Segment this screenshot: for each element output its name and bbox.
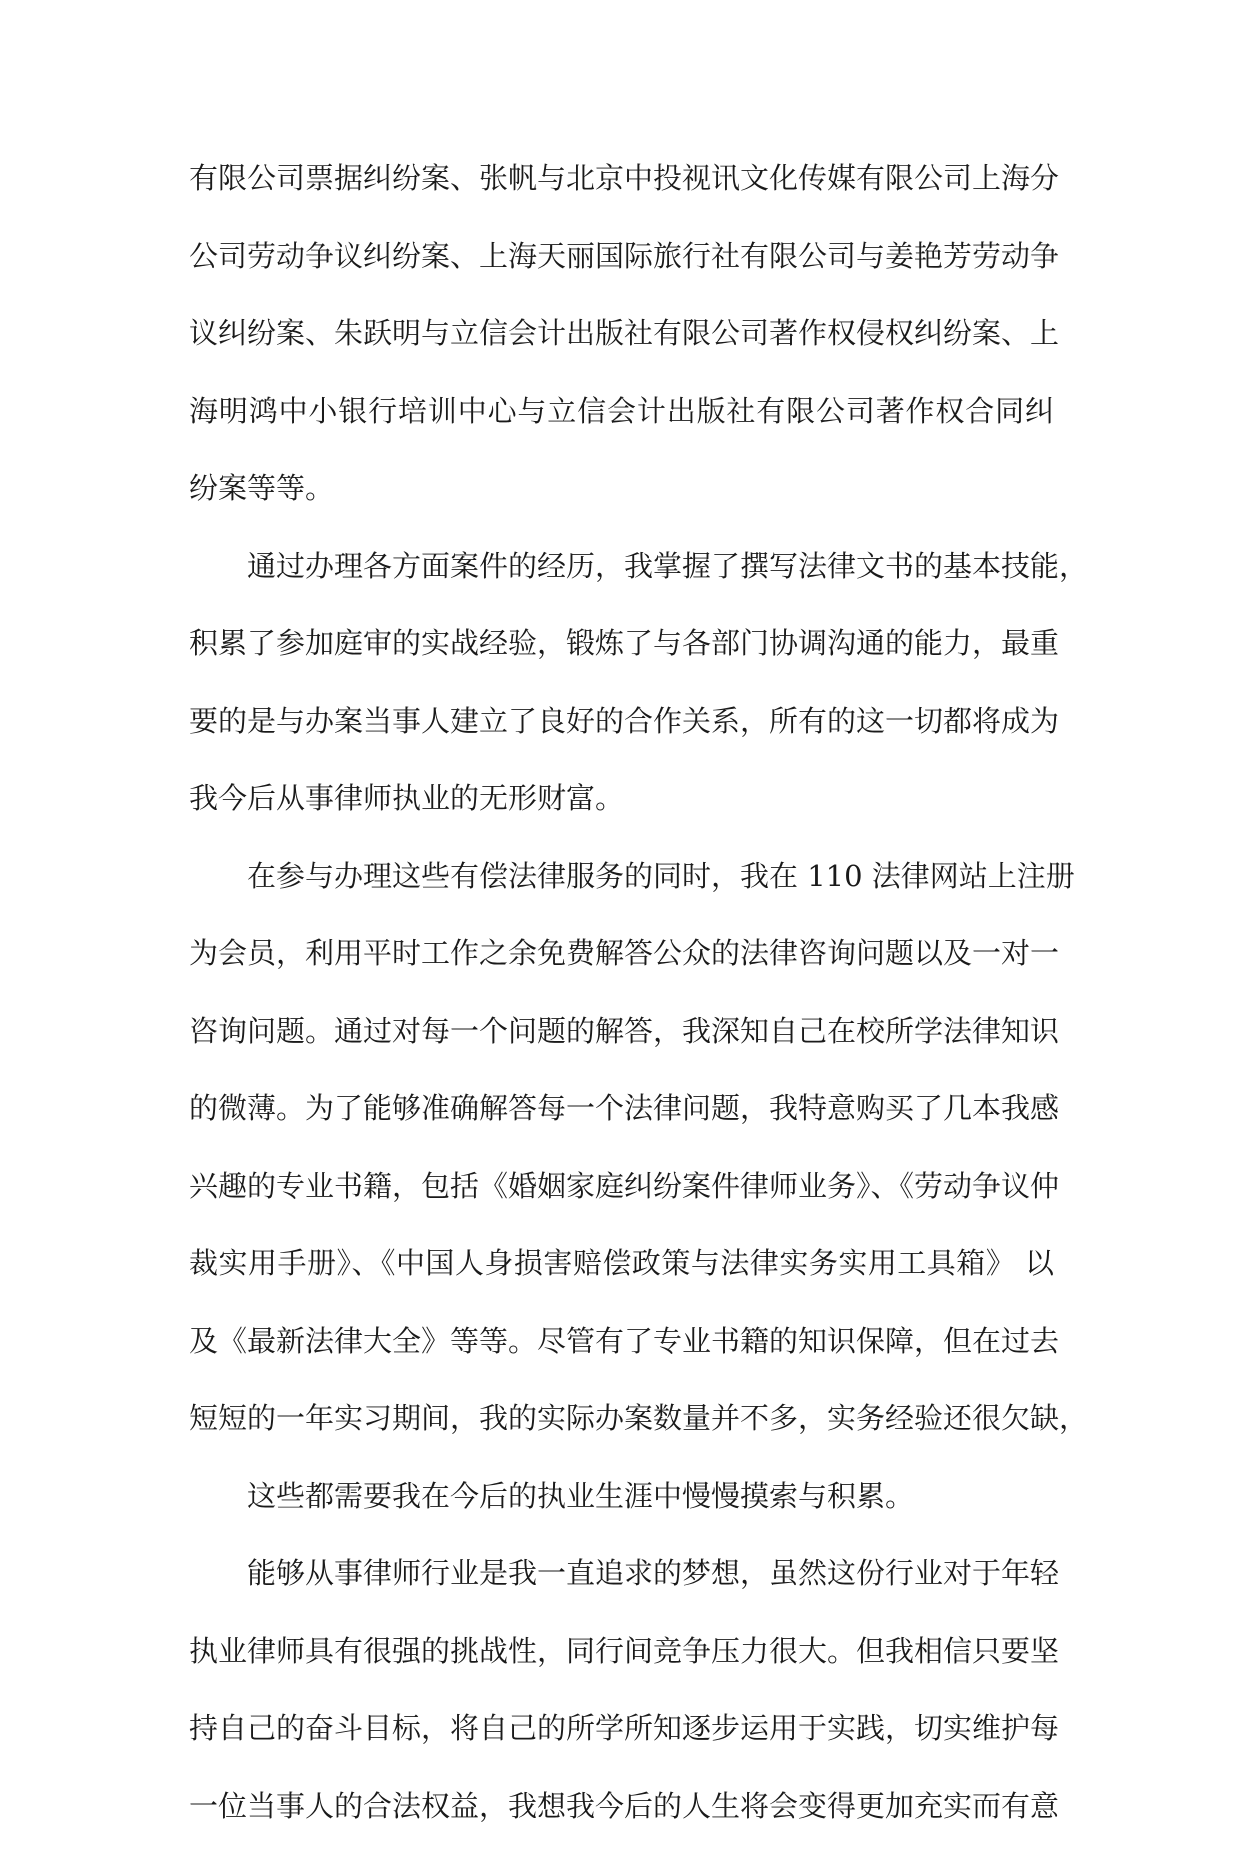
text-line: 执业律师具有很强的挑战性，同行间竞争压力很大。但我相信只要坚 (189, 1628, 1054, 1706)
paragraph-first-line: 这些都需要我在今后的执业生涯中慢慢摸索与积累。 (189, 1473, 1054, 1551)
text-line: 积累了参加庭审的实战经验，锻炼了与各部门协调沟通的能力，最重 (189, 620, 1054, 698)
text-line: 及《最新法律大全》等等。尽管有了专业书籍的知识保障，但在过去 (189, 1318, 1054, 1396)
text-line: 咨询问题。通过对每一个问题的解答，我深知自己在校所学法律知识 (189, 1008, 1054, 1086)
paragraph-first-line: 能够从事律师行业是我一直追求的梦想，虽然这份行业对于年轻 (189, 1550, 1054, 1628)
text-line: 纷案等等。 (189, 465, 1054, 543)
text-line: 一位当事人的合法权益，我想我今后的人生将会变得更加充实而有意 (189, 1783, 1054, 1860)
document-body (189, 155, 1054, 1860)
text-line: 议纠纷案、朱跃明与立信会计出版社有限公司著作权侵权纠纷案、上 (189, 310, 1054, 388)
paragraph-first-line: 通过办理各方面案件的经历，我掌握了撰写法律文书的基本技能， (189, 543, 1054, 621)
text-line: 为会员，利用平时工作之余免费解答公众的法律咨询问题以及一对一 (189, 930, 1054, 1008)
text-line: 我今后从事律师执业的无形财富。 (189, 775, 1054, 853)
text-line: 要的是与办案当事人建立了良好的合作关系，所有的这一切都将成为 (189, 698, 1054, 776)
text-line: 兴趣的专业书籍，包括《婚姻家庭纠纷案件律师业务》、《劳动争议仲 (189, 1163, 1054, 1241)
text-line: 海明鸿中小银行培训中心与立信会计出版社有限公司著作权合同纠 (189, 388, 1054, 466)
text-line: 持自己的奋斗目标，将自己的所学所知逐步运用于实践，切实维护每 (189, 1705, 1054, 1783)
text-line: 短短的一年实习期间，我的实际办案数量并不多，实务经验还很欠缺， (189, 1395, 1054, 1473)
text-line: 裁实用手册》、《中国人身损害赔偿政策与法律实务实用工具箱》 以 (189, 1240, 1054, 1318)
text-line: 有限公司票据纠纷案、张帆与北京中投视讯文化传媒有限公司上海分 (189, 155, 1054, 233)
paragraph-first-line: 在参与办理这些有偿法律服务的同时，我在 110 法律网站上注册 (189, 853, 1054, 931)
text-line: 的微薄。为了能够准确解答每一个法律问题，我特意购买了几本我感 (189, 1085, 1054, 1163)
text-line: 公司劳动争议纠纷案、上海天丽国际旅行社有限公司与姜艳芳劳动争 (189, 233, 1054, 311)
